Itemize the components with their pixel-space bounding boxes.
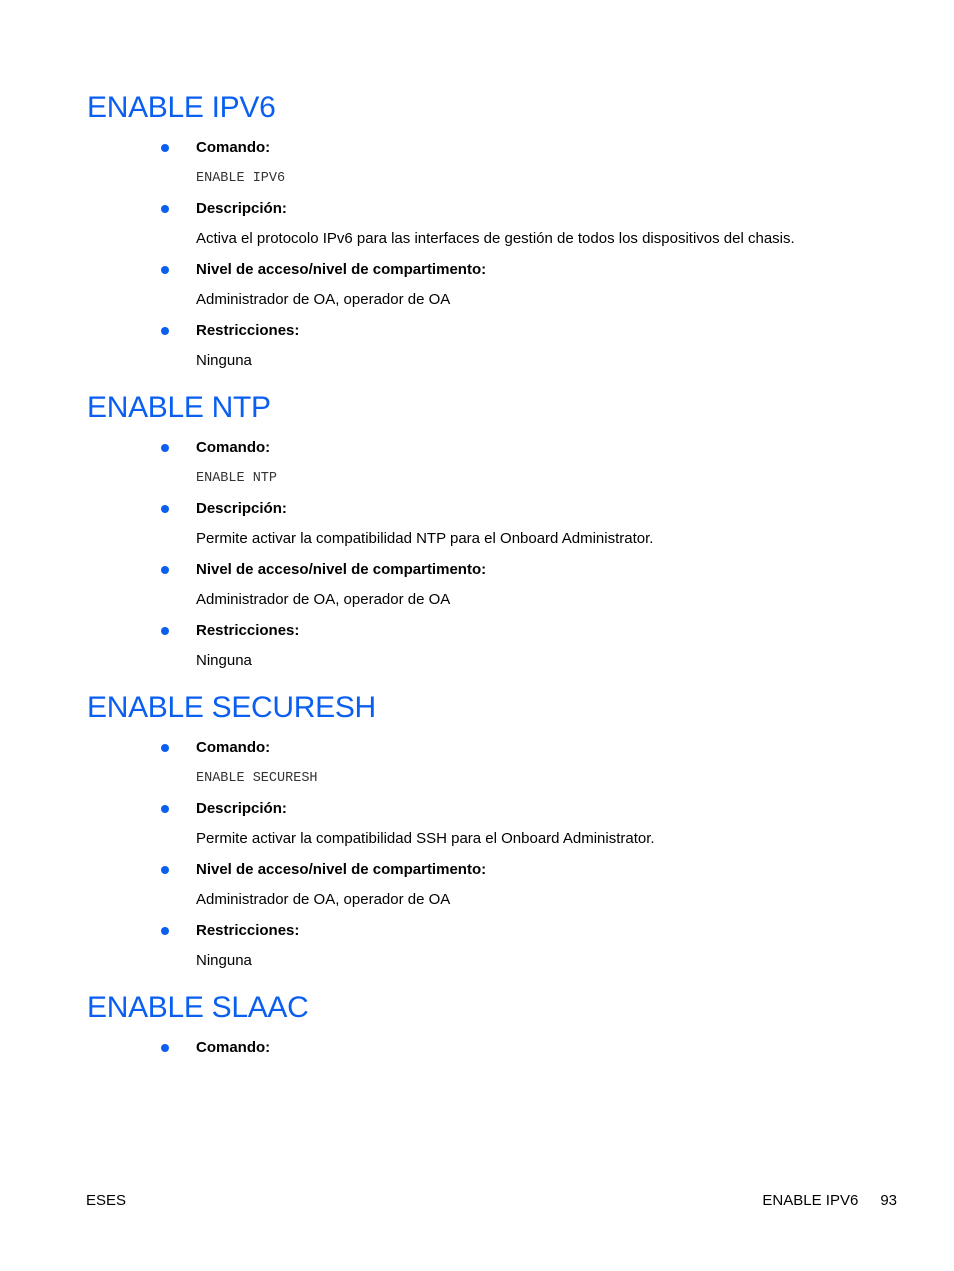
item-value: Administrador de OA, operador de OA [196, 591, 451, 608]
bullet-icon [161, 444, 169, 452]
item-label: Descripción: [196, 800, 287, 817]
item-value: Administrador de OA, operador de OA [196, 891, 451, 908]
bullet-icon [161, 866, 169, 874]
footer-running-header [762, 1192, 897, 1210]
item-label: Restricciones: [196, 922, 300, 939]
page-number: 93 [880, 1192, 897, 1209]
item-label: Restricciones: [196, 622, 300, 639]
command-code: ENABLE SECURESH [196, 771, 318, 786]
item-value: Ninguna [196, 352, 252, 369]
item-label: Restricciones: [196, 322, 300, 339]
bullet-icon [161, 505, 169, 513]
item-label: Nivel de acceso/nivel de compartimento: [196, 261, 487, 278]
item-label: Comando: [196, 1039, 271, 1056]
item-value: Permite activar la compatibilidad SSH para el Onboard Administrator. [196, 830, 655, 847]
bullet-icon [161, 1044, 169, 1052]
section-title: ENABLE IPV6 [87, 91, 276, 124]
bullet-icon [161, 627, 169, 635]
item-label: Comando: [196, 139, 271, 156]
item-value: Ninguna [196, 952, 252, 969]
footer-language-code: ESES [86, 1192, 127, 1209]
section-title: ENABLE NTP [87, 391, 271, 424]
bullet-icon [161, 805, 169, 813]
bullet-icon [161, 744, 169, 752]
command-code: ENABLE NTP [196, 471, 278, 486]
command-code: ENABLE IPV6 [196, 171, 286, 186]
item-label: Descripción: [196, 200, 287, 217]
bullet-icon [161, 266, 169, 274]
bullet-icon [161, 927, 169, 935]
section-title: ENABLE SECURESH [87, 691, 376, 724]
item-value: Administrador de OA, operador de OA [196, 291, 451, 308]
item-label: Nivel de acceso/nivel de compartimento: [196, 861, 487, 878]
section-title: ENABLE SLAAC [87, 991, 309, 1024]
item-value: Permite activar la compatibilidad NTP para el Onboard Administrator. [196, 530, 654, 547]
bullet-icon [161, 566, 169, 574]
bullet-icon [161, 144, 169, 152]
item-value: Activa el protocolo IPv6 para las interfaces de gestión de todos los dispositivos del chasis. [196, 230, 795, 247]
item-label: Comando: [196, 739, 271, 756]
bullet-icon [161, 327, 169, 335]
item-label: Descripción: [196, 500, 287, 517]
item-label: Comando: [196, 439, 271, 456]
bullet-icon [161, 205, 169, 213]
item-label: Nivel de acceso/nivel de compartimento: [196, 561, 487, 578]
footer-section-title: ENABLE IPV6 [762, 1192, 859, 1209]
item-value: Ninguna [196, 652, 252, 669]
